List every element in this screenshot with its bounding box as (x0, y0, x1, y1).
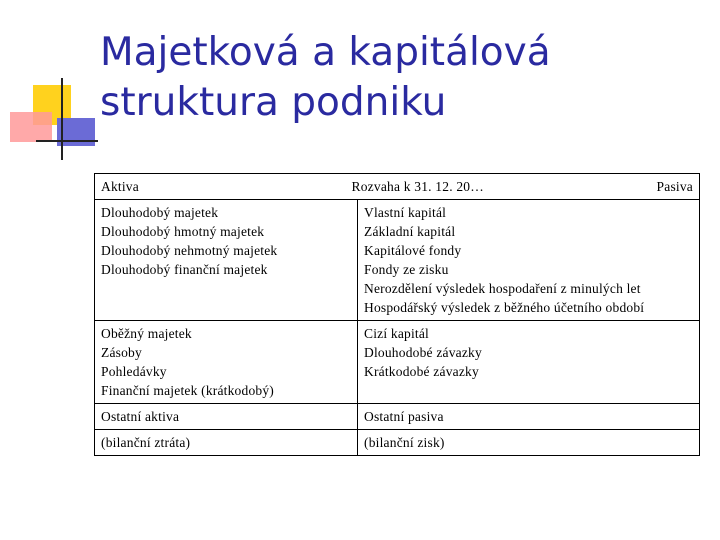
table-row (95, 404, 700, 430)
header-balance-date: Rozvaha k 31. 12. 20… (351, 179, 484, 194)
assets-cell (95, 200, 358, 321)
slide-logo-decoration (0, 0, 100, 170)
horizontal-line-decoration (36, 140, 98, 142)
list-item: Pohledávky (101, 364, 167, 379)
assets-cell (95, 404, 358, 430)
list-item: Kapitálové fondy (364, 243, 462, 258)
table-row (95, 200, 700, 321)
list-item: Zásoby (101, 345, 142, 360)
balance-sheet-table (94, 173, 700, 456)
table-row (95, 430, 700, 456)
section-title: Ostatní pasiva (364, 409, 444, 424)
header-liabilities-label: Pasiva (656, 179, 693, 194)
section-title: Dlouhodobý majetek (101, 205, 219, 220)
list-item: Základní kapitál (364, 224, 456, 239)
slide-title (100, 28, 660, 128)
section-title: Oběžný majetek (101, 326, 192, 341)
list-item: Dlouhodobý finanční majetek (101, 262, 268, 277)
section-title: Vlastní kapitál (364, 205, 447, 220)
table-header-row (95, 174, 700, 200)
slide-title-line-2: struktura podniku (100, 80, 447, 125)
balance-loss-text: (bilanční ztráta) (101, 435, 191, 450)
section-title: Cizí kapitál (364, 326, 430, 341)
slide-title-line-1: Majetková a kapitálová (100, 30, 551, 75)
assets-cell (95, 321, 358, 404)
list-item: Dlouhodobý hmotný majetek (101, 224, 265, 239)
vertical-line-decoration (61, 78, 63, 160)
red-square-decoration (10, 112, 52, 142)
list-item: Krátkodobé závazky (364, 364, 479, 379)
section-title: Ostatní aktiva (101, 409, 180, 424)
assets-cell (95, 430, 358, 456)
list-item: Dlouhodobý nehmotný majetek (101, 243, 278, 258)
liabilities-cell (358, 430, 700, 456)
header-assets-label: Aktiva (101, 179, 139, 194)
liabilities-cell (358, 200, 700, 321)
table-row (95, 321, 700, 404)
list-item: Finanční majetek (krátkodobý) (101, 383, 275, 398)
list-item: Hospodářský výsledek z běžného účetního období (364, 300, 645, 315)
table-header-cell (95, 174, 700, 200)
list-item: Dlouhodobé závazky (364, 345, 482, 360)
list-item: Fondy ze zisku (364, 262, 449, 277)
liabilities-cell (358, 404, 700, 430)
liabilities-cell (358, 321, 700, 404)
balance-profit-text: (bilanční zisk) (364, 435, 445, 450)
list-item: Nerozdělení výsledek hospodaření z minulých let (364, 281, 641, 296)
